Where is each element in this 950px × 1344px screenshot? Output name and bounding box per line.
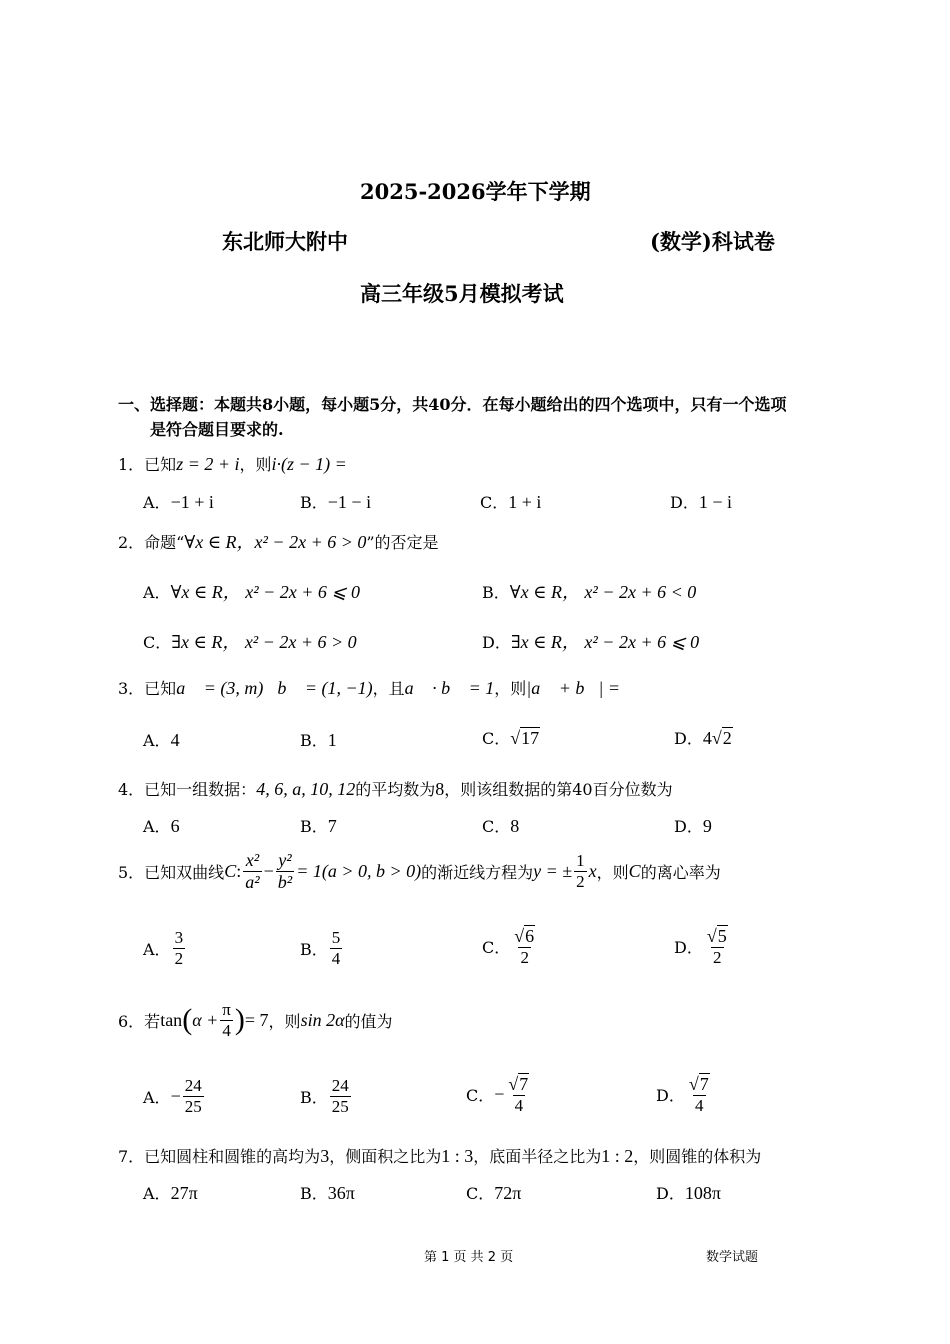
q5-option-d: D． $\frac{√5}{2}$	[674, 926, 727, 967]
exam-name: 高三年级5月模拟考试	[360, 281, 564, 306]
section-heading: 一、选择题：本题共8小题，每小题5分，共40分．在每小题给出的四个选项中，只有一个选项	[118, 395, 787, 414]
q2-option-a: A．∀x ∈ R， x² − 2x + 6 ⩽ 0	[143, 582, 360, 602]
q7-option-a: A．27π	[143, 1183, 198, 1203]
q1-stem-math: z = 2 + i	[176, 454, 240, 474]
q6-option-d: D． $\frac{√7}{4}$	[656, 1074, 709, 1115]
q1-option-c: C．1 + i	[480, 492, 542, 512]
q6-option-a: A． − $\frac{24}{25}$	[143, 1076, 202, 1116]
q5-frac-y: $\frac{\text{y²}}{\text{b²}}$	[277, 850, 293, 892]
q3-option-c: C．√17	[482, 728, 540, 748]
q2-option-d: D．∃x ∈ R， x² − 2x + 6 ⩽ 0	[482, 632, 700, 652]
q5-option-c: C． $\frac{√6}{2}$	[482, 926, 535, 967]
subject-title: (数学)科试卷	[650, 229, 775, 254]
q3-option-d: D．4√2	[674, 728, 732, 748]
q2-option-b: B．∀x ∈ R， x² − 2x + 6 < 0	[482, 582, 697, 602]
q7-option-b: B．36π	[300, 1183, 355, 1203]
q6-frac-pi4: $\frac{\pi}{4}$	[222, 1000, 231, 1040]
question-6: 6．若 tan ( α + $\frac{\pi}{4}$ ) = 7 ，则 sin 2α 的值为	[118, 1000, 393, 1040]
q4-option-c: C．8	[482, 816, 520, 836]
q5-frac-half: $\frac{1}{2}$	[576, 851, 585, 891]
q4-option-b: B．7	[300, 816, 337, 836]
question-1	[118, 452, 347, 475]
q3-stem-math: a⃗ = (3, m)，b⃗ = (1, −1)	[176, 678, 373, 698]
q1-stem-mid: ，则	[239, 455, 272, 474]
q2-option-c: C．∃x ∈ R， x² − 2x + 6 > 0	[143, 632, 357, 652]
q1-option-d: D．1 − i	[670, 492, 732, 512]
page-number: 第 1 页 共 2 页	[424, 1250, 514, 1265]
q1-option-a: A．−1 + i	[143, 492, 214, 512]
q4-option-d: D．9	[674, 816, 712, 836]
q1-option-b: B．−1 − i	[300, 492, 372, 512]
sqrt-symbol: √17	[510, 728, 540, 748]
question-4: 4．已知一组数据：4, 6, a, 10, 12的平均数为8，则该组数据的第40百分位数为	[118, 779, 673, 799]
q1-stem-math2: i·(z − 1) =	[271, 454, 347, 474]
question-7: 7．已知圆柱和圆锥的高均为3，侧面积之比为1 : 3，底面半径之比为1 : 2，则圆锥的体积为	[118, 1146, 762, 1166]
exam-term-title: 2025-2026学年下学期	[360, 179, 591, 204]
q6-option-b: B． $\frac{24}{25}$	[300, 1076, 349, 1116]
q7-option-d: D．108π	[656, 1183, 721, 1203]
question-2: 2．命题“∀x ∈ R，x² − 2x + 6 > 0”的否定是	[118, 532, 439, 552]
q5-option-a: A． $\frac{3}{2}$	[143, 928, 184, 968]
q7-option-c: C．72π	[466, 1183, 522, 1203]
question-5: 5．已知双曲线 C : $\frac{\text{x²}}{\text{a²}}$ − $\frac{\text{y²}}{\text{b²}}$ = 1(a > 0, b > 0) 的渐近线方程为 y = ± $\frac{1}{2}$ x ，则 C 的离心率为	[118, 850, 721, 892]
sqrt-symbol: √2	[711, 728, 732, 748]
q2-stem-math: ∀x ∈ R，x² − 2x + 6 > 0	[184, 532, 367, 552]
q1-stem-pre: 1．已知	[118, 455, 177, 474]
footer-subject: 数学试题	[706, 1250, 759, 1265]
school-name: 东北师大附中	[222, 229, 348, 254]
q6-option-c: C． − $\frac{√7}{4}$	[466, 1074, 529, 1115]
q5-frac-x: $\frac{\text{x²}}{\text{a²}}$	[245, 850, 260, 892]
q5-option-b: B． $\frac{5}{4}$	[300, 928, 341, 968]
q3-option-a: A．4	[143, 730, 180, 750]
section-heading-cont: 是符合题目要求的.	[150, 420, 284, 439]
q3-option-b: B．1	[300, 730, 337, 750]
question-3: 3．已知a⃗ = (3, m)，b⃗ = (1, −1)，且a⃗ · b⃗ = 1，则|a⃗ + b⃗| =	[118, 678, 620, 698]
q4-option-a: A．6	[143, 816, 180, 836]
